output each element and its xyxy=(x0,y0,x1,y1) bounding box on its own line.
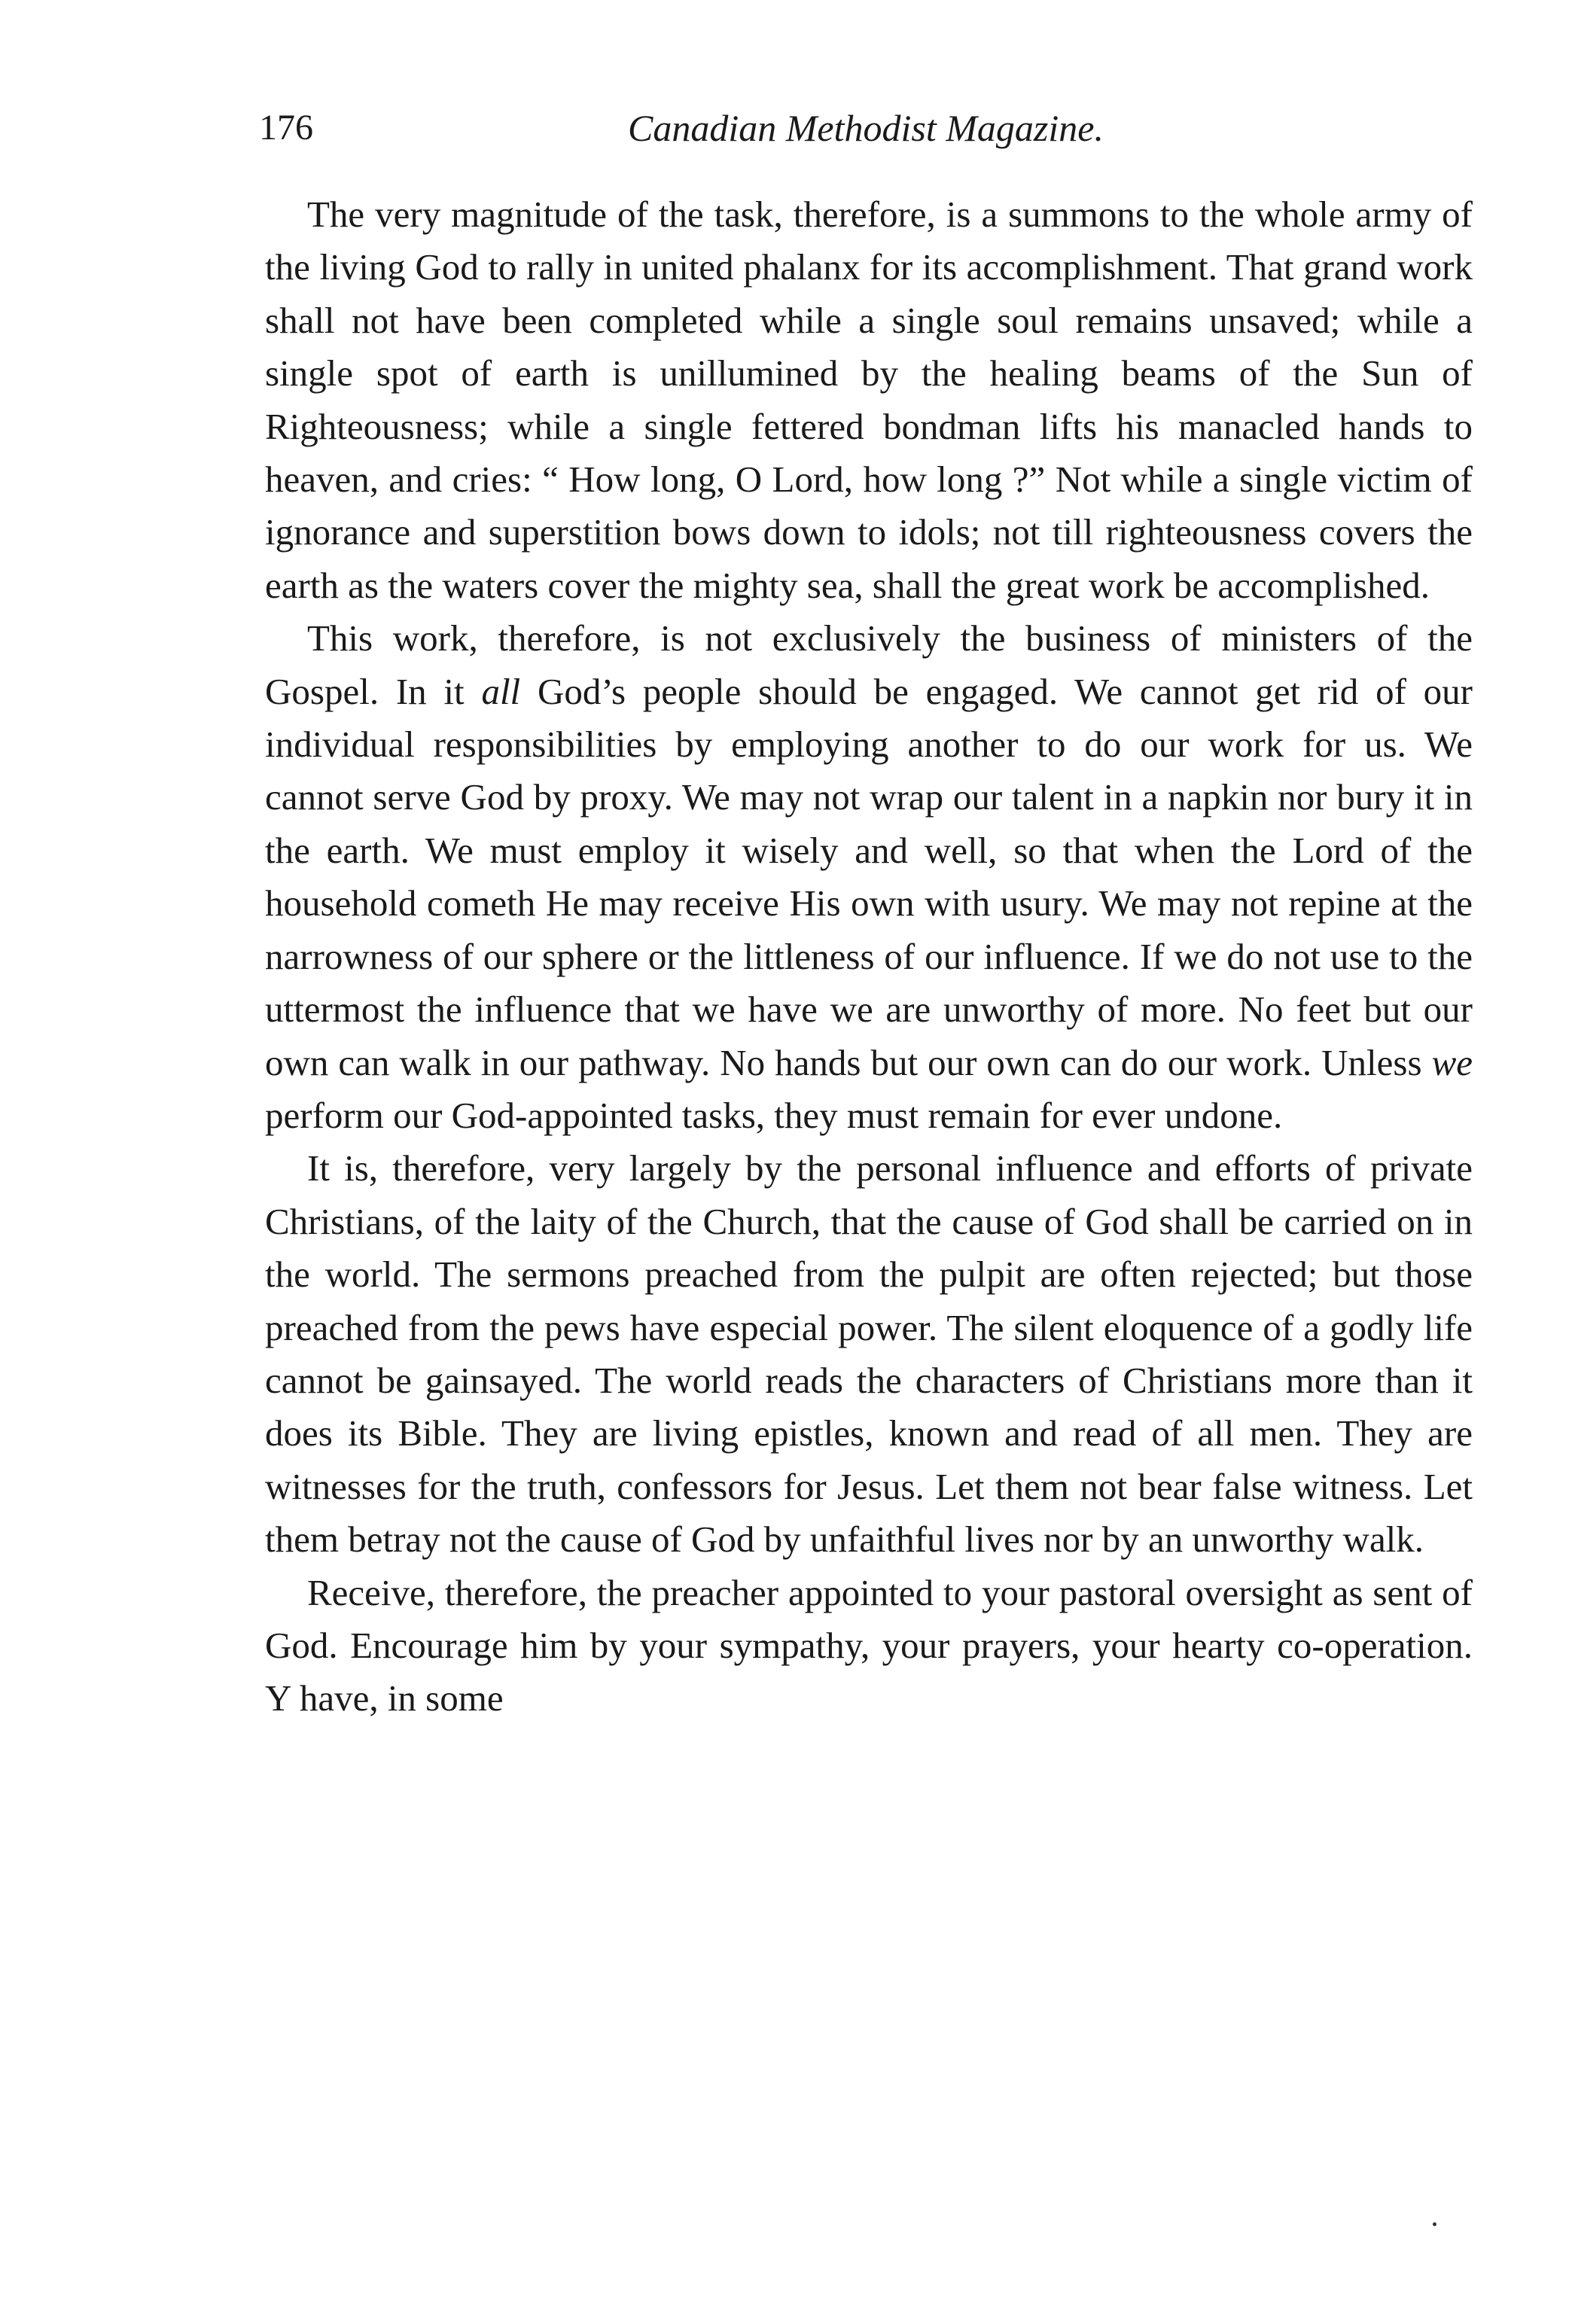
article-body xyxy=(265,188,1473,1725)
running-head xyxy=(259,98,1473,158)
paragraph-1: The very magnitude of the task, therefore, is a summons to the whole army of the living God to rally in united phalanx for its accomplishment. That grand work shall not have been completed while a single soul remains unsaved; while a single spot of earth is unillumined by the healing beams of the Sun of Righteousness; while a single fettered bondman lifts his manacled hands to heaven, and cries: “ How long, O Lord, how long ?” Not while a single victim of ignorance and superstition bows down to idols; not till righteousness covers the earth as the waters cover the mighty sea, shall the great work be accomplished. xyxy=(265,193,1473,606)
paragraph-4: Receive, therefore, the preacher appointed to your pastoral oversight as sent of God. Encourage him by your sympathy, your prayers, your hearty co-operation. Y have, in some xyxy=(265,1571,1473,1719)
page-number: 176 xyxy=(259,108,313,148)
paragraph-3: It is, therefore, very largely by the personal influence and efforts of private Christians, of the laity of the Church, that the cause of God shall be carried on in the world. The sermons preached from the pulpit are often rejected; but those preached from the pews have especial power. The silent eloquence of a godly life cannot be gainsayed. The world reads the characters of Christians more than it does its Bible. They are living epistles, known and read of all men. They are witnesses for the truth, confessors for Jesus. Let them not bear false witness. Let them betray not the cause of God by unfaithful lives nor by an unworthy walk. xyxy=(265,1147,1473,1561)
print-speck xyxy=(1433,2222,1436,2226)
paragraph-2: This work, therefore, is not exclusively the business of ministers of the Gospel. In it all God’s people should be engaged. We cannot get rid of our individual responsibilities by employing another to do our work for us. We cannot serve God by proxy. We may not wrap our talent in a napkin nor bury it in the earth. We must employ it wisely and well, so that when the Lord of the household cometh He may receive His own with usury. We may not repine at the narrowness of our sphere or the littleness of our influence. If we do not use to the uttermost the influence that we have we are unworthy of more. No feet but our own can walk in our pathway. No hands but our own can do our work. Unless we perform our God-appointed tasks, they must remain for ever undone. xyxy=(265,617,1473,1136)
journal-title: Canadian Methodist Magazine. xyxy=(628,107,1104,149)
